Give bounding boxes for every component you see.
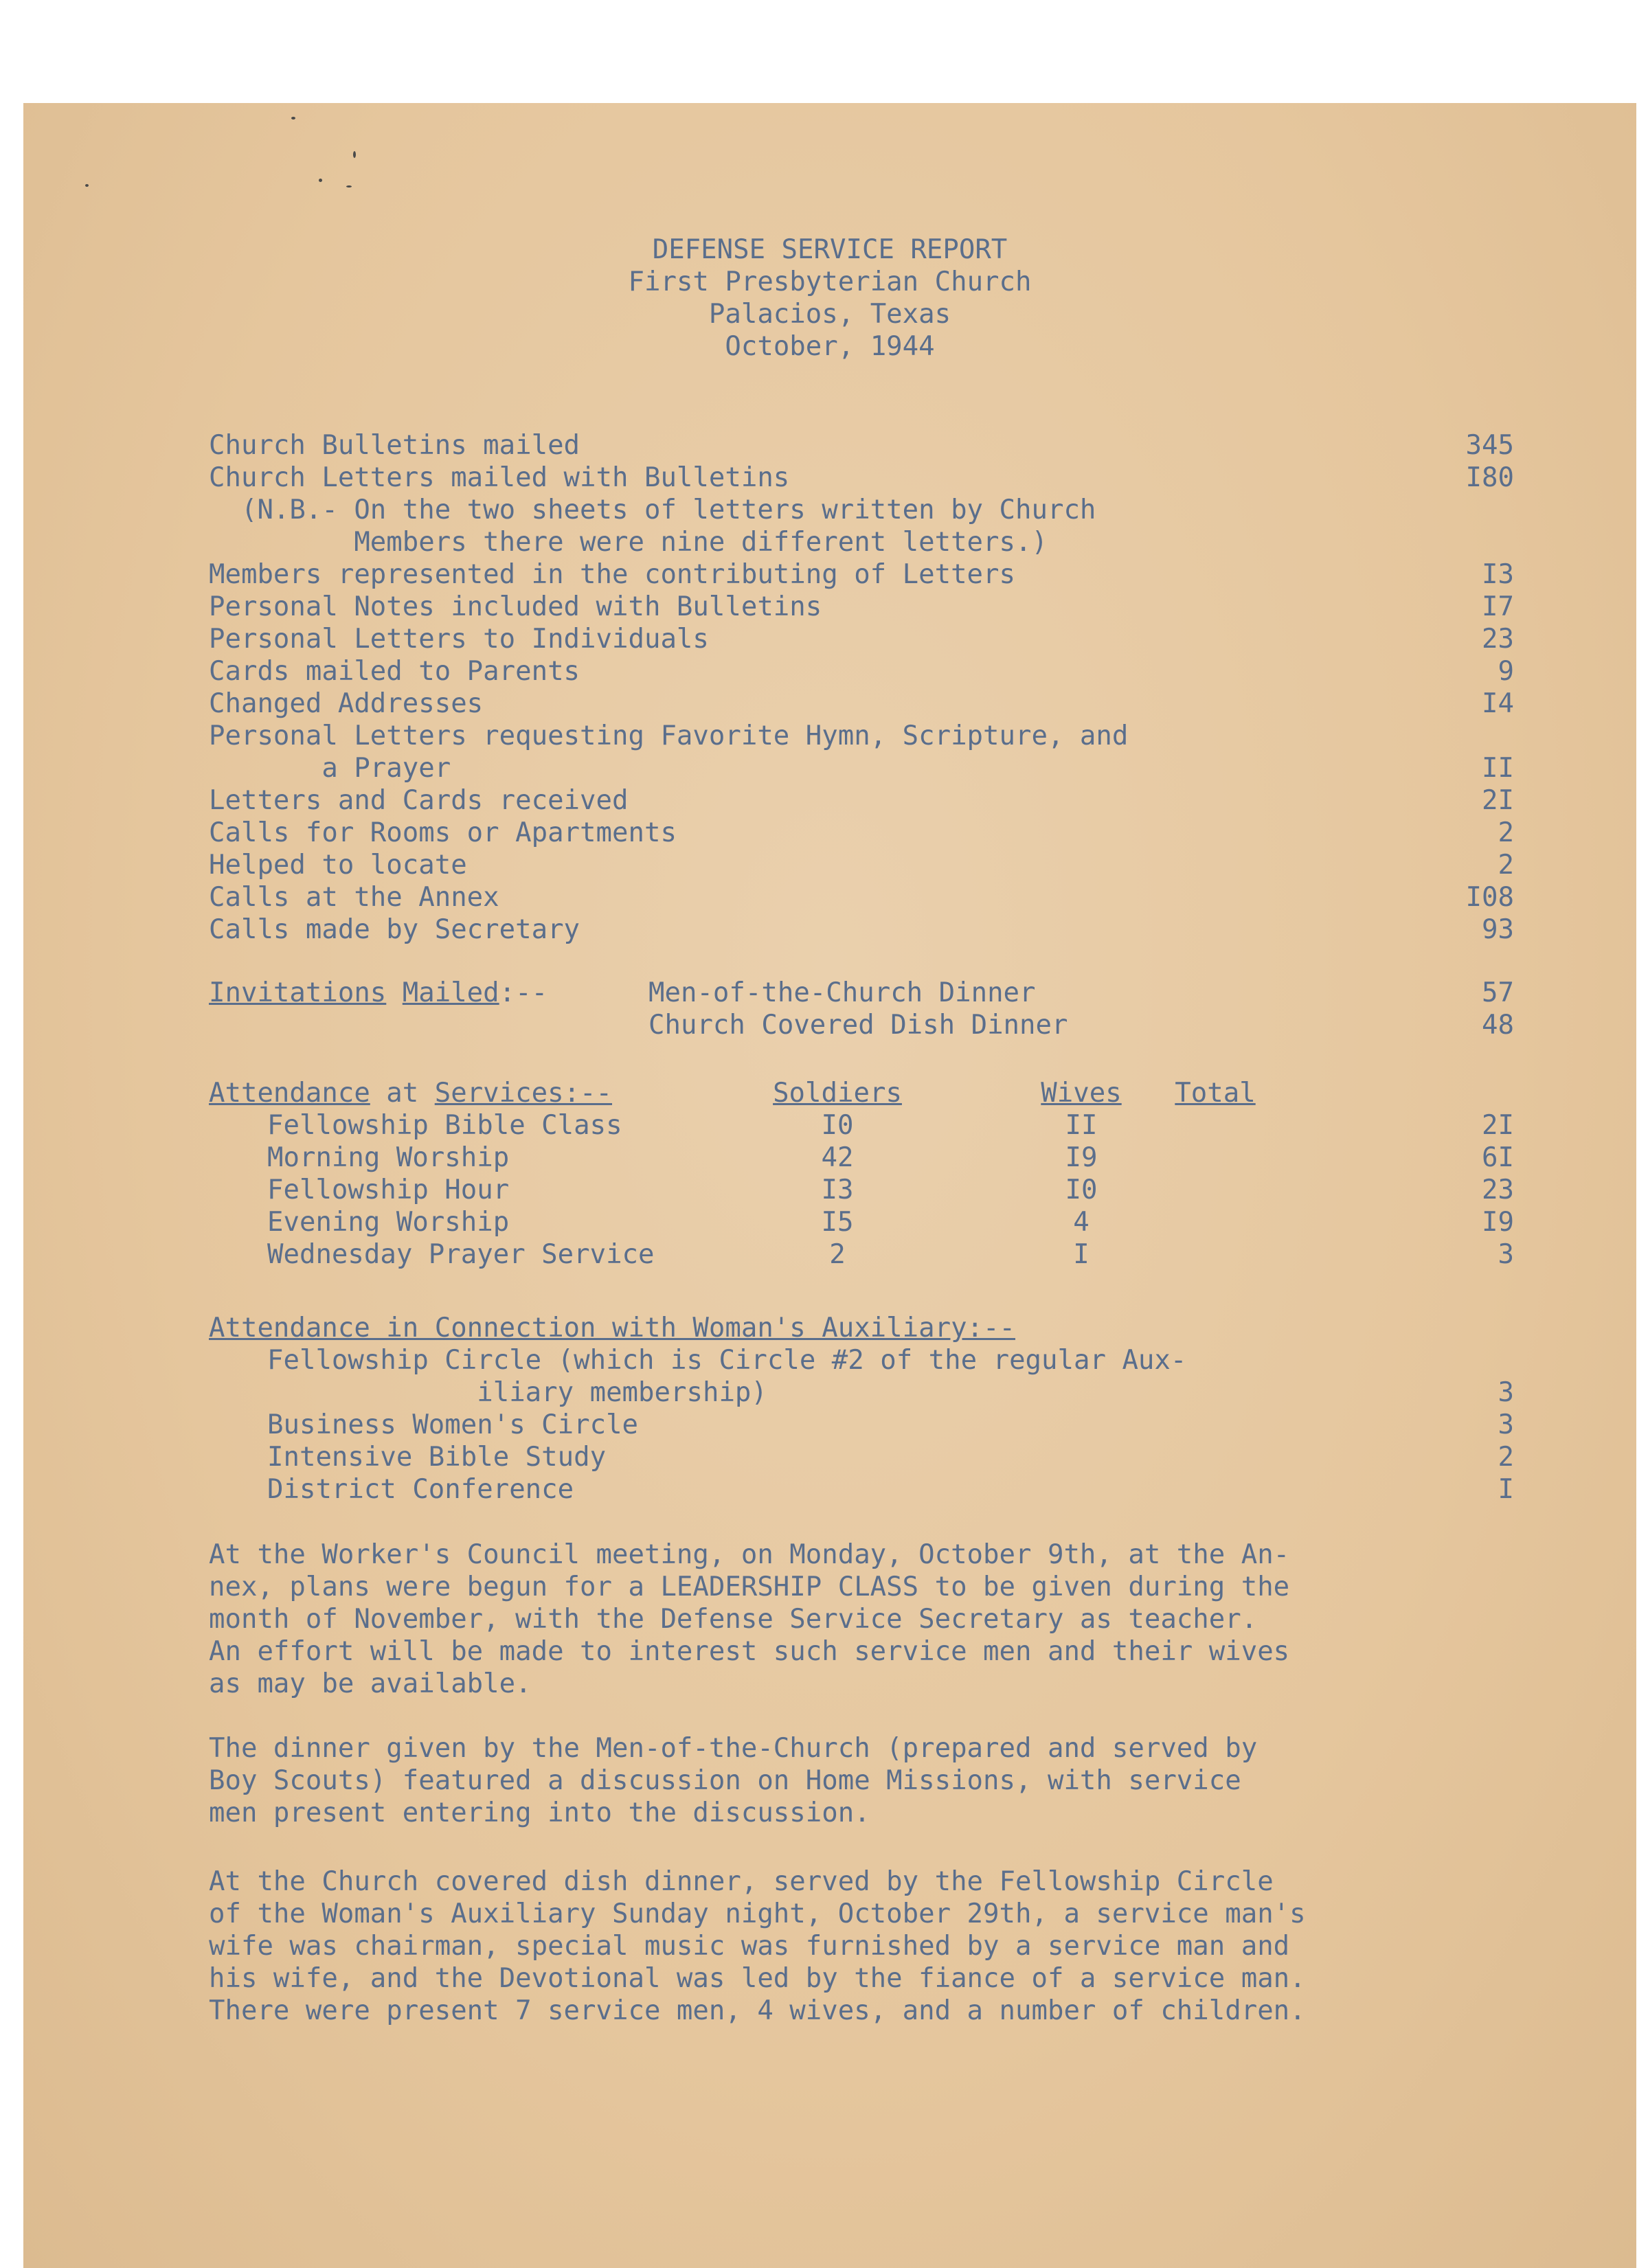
- wives-count: 4: [1073, 1207, 1090, 1238]
- ink-speck: [85, 184, 89, 187]
- stat-row: [209, 784, 1514, 817]
- auxiliary-row: [209, 1376, 1514, 1409]
- stat-label: Church Bulletins mailed: [209, 430, 580, 461]
- report-date: October, 1944: [725, 331, 935, 362]
- stat-row: [209, 752, 1514, 784]
- paper-sheet: [23, 103, 1636, 2268]
- wives-count: I: [1073, 1239, 1090, 1270]
- report-header: [23, 234, 1636, 363]
- stat-row: [209, 494, 1514, 526]
- stat-label: Personal Letters to Individuals: [209, 624, 709, 655]
- stat-row: [209, 914, 1514, 946]
- auxiliary-label: District Conference: [267, 1474, 574, 1505]
- stat-value: 2: [1498, 817, 1514, 848]
- soldiers-count: 2: [829, 1239, 846, 1270]
- stat-row: [209, 817, 1514, 849]
- invitation-row: [209, 977, 1514, 1009]
- paragraph-covered-dish: At the Church covered dish dinner, served by the Fellowship Circle of the Woman's Auxiliary Sunday night, October 29th, a service man's wife was chairman, special music was furnished by a service man and his wife, and the Devotional was led by the fiance of a service man. There were present 7 service men, 4 wives, and a number of children.: [209, 1866, 1306, 2026]
- stat-row: [209, 591, 1514, 623]
- ink-speck: [319, 179, 322, 182]
- invitations-heading: [209, 977, 548, 1009]
- invitations-heading-suffix: :--: [499, 977, 548, 1008]
- attendance-row: [209, 1174, 1514, 1206]
- ink-speck: [346, 185, 352, 188]
- attendance-row: [209, 1109, 1514, 1142]
- stat-value: II: [1482, 753, 1514, 784]
- total-count: 2I: [1482, 1110, 1514, 1141]
- stat-label: Changed Addresses: [209, 688, 484, 719]
- stat-row: [209, 526, 1514, 558]
- service-label: Fellowship Bible Class: [267, 1110, 622, 1141]
- wives-count: I9: [1065, 1142, 1098, 1173]
- report-title: DEFENSE SERVICE REPORT: [652, 234, 1008, 265]
- invitation-label: Church Covered Dish Dinner: [648, 1010, 1068, 1041]
- auxiliary-row: [209, 1344, 1514, 1376]
- attendance-row: [209, 1142, 1514, 1174]
- stat-value: I08: [1465, 882, 1514, 913]
- total-count: 6I: [1482, 1142, 1514, 1173]
- stat-row: [209, 655, 1514, 688]
- stat-value: I80: [1465, 462, 1514, 493]
- stat-label: Helped to locate: [209, 850, 467, 881]
- invitation-row: [209, 1009, 1514, 1041]
- total-count: 3: [1498, 1239, 1514, 1270]
- ink-speck: [353, 151, 356, 158]
- stat-label: a Prayer: [209, 753, 451, 784]
- auxiliary-value: 2: [1498, 1442, 1514, 1473]
- auxiliary-heading: Attendance in Connection with Woman's Auxiliary:--: [209, 1313, 1015, 1343]
- stat-label: Members represented in the contributing of Letters: [209, 559, 1015, 590]
- stat-value: 93: [1482, 914, 1514, 945]
- auxiliary-value: I: [1498, 1474, 1514, 1505]
- stat-row: [209, 720, 1514, 752]
- service-label: Morning Worship: [267, 1142, 510, 1173]
- auxiliary-label: iliary membership): [267, 1377, 767, 1408]
- soldiers-count: I5: [821, 1207, 854, 1238]
- column-wives: Wives: [1041, 1078, 1122, 1109]
- auxiliary-heading-row: [209, 1312, 1514, 1344]
- wives-count: II: [1065, 1110, 1098, 1141]
- service-label: Fellowship Hour: [267, 1175, 510, 1205]
- attendance-header-row: [209, 1077, 1514, 1109]
- stat-label: Personal Notes included with Bulletins: [209, 591, 822, 622]
- stat-value: 345: [1465, 430, 1514, 461]
- attendance-heading: [209, 1077, 612, 1109]
- column-soldiers: Soldiers: [773, 1078, 902, 1109]
- invitation-value: 57: [1482, 977, 1514, 1008]
- service-label: Evening Worship: [267, 1207, 510, 1238]
- auxiliary-label: Business Women's Circle: [267, 1409, 639, 1440]
- stat-row: [209, 881, 1514, 914]
- total-count: 23: [1482, 1175, 1514, 1205]
- auxiliary-row: [209, 1473, 1514, 1506]
- stat-row: [209, 623, 1514, 655]
- invitations-heading-b: Mailed: [402, 977, 499, 1008]
- auxiliary-value: 3: [1498, 1377, 1514, 1408]
- service-label: Wednesday Prayer Service: [267, 1239, 655, 1270]
- soldiers-count: I0: [821, 1110, 854, 1141]
- stat-value: 23: [1482, 624, 1514, 655]
- attendance-heading-a: Attendance: [209, 1078, 370, 1109]
- stat-row: [209, 462, 1514, 494]
- stat-note: (N.B.- On the two sheets of letters written by Church: [209, 495, 1096, 525]
- stat-value: 9: [1498, 656, 1514, 687]
- soldiers-count: I3: [821, 1175, 854, 1205]
- auxiliary-row: [209, 1409, 1514, 1441]
- wives-count: I0: [1065, 1175, 1098, 1205]
- stat-label: Calls for Rooms or Apartments: [209, 817, 677, 848]
- stat-label: Church Letters mailed with Bulletins: [209, 462, 790, 493]
- stat-row: [209, 558, 1514, 591]
- attendance-heading-b: Services:--: [434, 1078, 613, 1109]
- church-location: Palacios, Texas: [708, 299, 951, 330]
- stat-row: [209, 429, 1514, 462]
- auxiliary-value: 3: [1498, 1409, 1514, 1440]
- invitation-value: 48: [1482, 1010, 1514, 1041]
- stat-note: Members there were nine different letters.): [209, 527, 1048, 558]
- stat-label: Letters and Cards received: [209, 785, 629, 816]
- stat-value: I7: [1482, 591, 1514, 622]
- attendance-row: [209, 1206, 1514, 1238]
- stat-value: I4: [1482, 688, 1514, 719]
- column-total: Total: [1175, 1078, 1256, 1109]
- attendance-heading-mid: at: [370, 1078, 435, 1109]
- invitations-heading-a: Invitations: [209, 977, 387, 1008]
- stat-label: Calls at the Annex: [209, 882, 499, 913]
- soldiers-count: 42: [821, 1142, 854, 1173]
- ink-speck: [291, 117, 295, 120]
- auxiliary-label: Fellowship Circle (which is Circle #2 of the regular Aux-: [267, 1345, 1187, 1376]
- paragraph-leadership-class: At the Worker's Council meeting, on Monday, October 9th, at the An- nex, plans were begun for a LEADERSHIP CLASS to be given during the month of November, with the Defense Service Secretary as teacher. An effort will be made to interest such service men and their wives as may be available.: [209, 1539, 1290, 1699]
- invitation-label: Men-of-the-Church Dinner: [648, 977, 1036, 1008]
- stat-row: [209, 849, 1514, 881]
- stat-value: 2: [1498, 850, 1514, 881]
- paragraph-men-dinner: The dinner given by the Men-of-the-Church (prepared and served by Boy Scouts) featured a discussion on Home Missions, with service men present entering into the discussion.: [209, 1733, 1258, 1828]
- stat-label: Calls made by Secretary: [209, 914, 580, 945]
- auxiliary-label: Intensive Bible Study: [267, 1442, 607, 1473]
- stat-label: Cards mailed to Parents: [209, 656, 580, 687]
- stat-row: [209, 688, 1514, 720]
- stat-value: 2I: [1482, 785, 1514, 816]
- total-count: I9: [1482, 1207, 1514, 1238]
- church-name: First Presbyterian Church: [628, 267, 1032, 297]
- stat-label: Personal Letters requesting Favorite Hymn, Scripture, and: [209, 721, 1129, 751]
- stat-value: I3: [1482, 559, 1514, 590]
- attendance-row: [209, 1238, 1514, 1271]
- auxiliary-row: [209, 1441, 1514, 1473]
